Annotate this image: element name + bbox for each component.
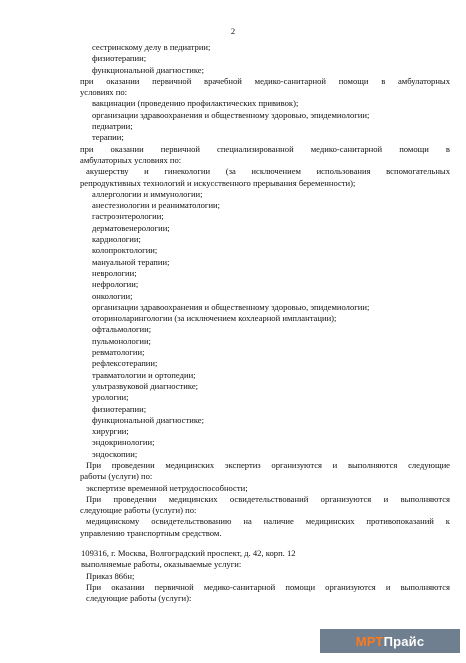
list-item: офтальмологии;: [92, 324, 152, 335]
list-item: ревматологии;: [92, 347, 145, 358]
paragraph-line: условиях по:: [80, 87, 128, 98]
list-item: анестезиологии и реаниматологии;: [92, 200, 221, 211]
logo-text-primary: МРТ: [355, 633, 384, 649]
paragraph-line: медицинскому освидетельствованию на наличие медицинских противопоказаний к: [86, 516, 450, 527]
paragraph-line: следующие работы (услуги):: [86, 593, 192, 604]
watermark-logo: [320, 629, 460, 653]
list-item: аллергологии и иммунологии;: [92, 188, 203, 199]
list-item: оториноларингологии (за исключением кохлеарной имплантации);: [92, 313, 337, 324]
paragraph-line: При оказании первичной медико-санитарной помощи организуются и выполняются: [86, 581, 450, 592]
list-item: функциональной диагностике;: [92, 64, 205, 75]
list-item: нефрологии;: [92, 279, 139, 290]
paragraph-line: при оказании первичной специализированной медико-санитарной помощи в: [80, 143, 450, 154]
list-item: пульмонологии;: [92, 335, 151, 346]
list-item: вакцинации (проведению профилактических прививок);: [92, 98, 299, 109]
list-item: дерматовенерологии;: [92, 222, 170, 233]
list-item: онкологии;: [92, 290, 133, 301]
list-item: травматологии и ортопедии;: [92, 369, 196, 380]
list-item: колопроктологии;: [92, 245, 158, 256]
paragraph-line: управлению транспортным средством.: [80, 527, 222, 538]
list-item: кардиологии;: [92, 234, 141, 245]
list-item: сестринскому делу в педиатрии;: [92, 42, 211, 52]
list-item: неврологии;: [92, 267, 137, 278]
list-item: гастроэнтерологии;: [92, 211, 164, 222]
order-line: Приказ 866н;: [86, 570, 135, 581]
list-item: физиотерапии;: [92, 403, 147, 414]
paragraph-line: При проведении медицинских экспертиз организуются и выполняются следующие: [86, 459, 450, 470]
list-item: организации здравоохранения и общественному здоровью, эпидемиологии;: [92, 109, 370, 120]
document-body: [80, 42, 450, 539]
paragraph-line: амбулаторных условиях по:: [80, 154, 182, 165]
list-item: экспертизе временной нетрудоспособности;: [86, 482, 248, 493]
page-number: 2: [230, 26, 236, 36]
list-item: мануальной терапии;: [92, 256, 170, 267]
list-item: хирургии;: [92, 426, 129, 437]
list-item: эндоскопии;: [92, 448, 138, 459]
paragraph-line: работы (услуги) по:: [80, 471, 153, 482]
list-item: функциональной диагностике;: [92, 414, 205, 425]
list-item: физиотерапии;: [92, 53, 147, 64]
list-item: урологии;: [92, 392, 129, 403]
list-item: терапии;: [92, 132, 124, 143]
address-line: 109316, г. Москва, Волгоградский проспект, д. 42, корп. 12: [81, 548, 296, 558]
list-item: организации здравоохранения и общественному здоровью, эпидемиологии;: [92, 301, 370, 312]
paragraph-line: При проведении медицинских освидетельствований организуются и выполняются: [86, 493, 450, 504]
list-item: ультразвуковой диагностике;: [92, 380, 199, 391]
paragraph-line: следующие работы (услуги) по:: [80, 505, 197, 516]
list-item: рефлексотерапии;: [92, 358, 158, 369]
address-block: [81, 548, 450, 604]
paragraph-line: репродуктивных технологий и искусственного прерывания беременности);: [80, 177, 356, 188]
list-item: эндокринологии;: [92, 437, 155, 448]
list-item: педиатрии;: [92, 121, 133, 132]
paragraph-line: при оказании первичной врачебной медико-санитарной помощи в амбулаторных: [80, 75, 450, 86]
works-label: выполняемые работы, оказываемые услуги:: [81, 559, 242, 570]
logo-text-secondary: Прайс: [383, 633, 425, 649]
list-item: акушерству и гинекологии (за исключением использования вспомогательных: [86, 166, 450, 177]
